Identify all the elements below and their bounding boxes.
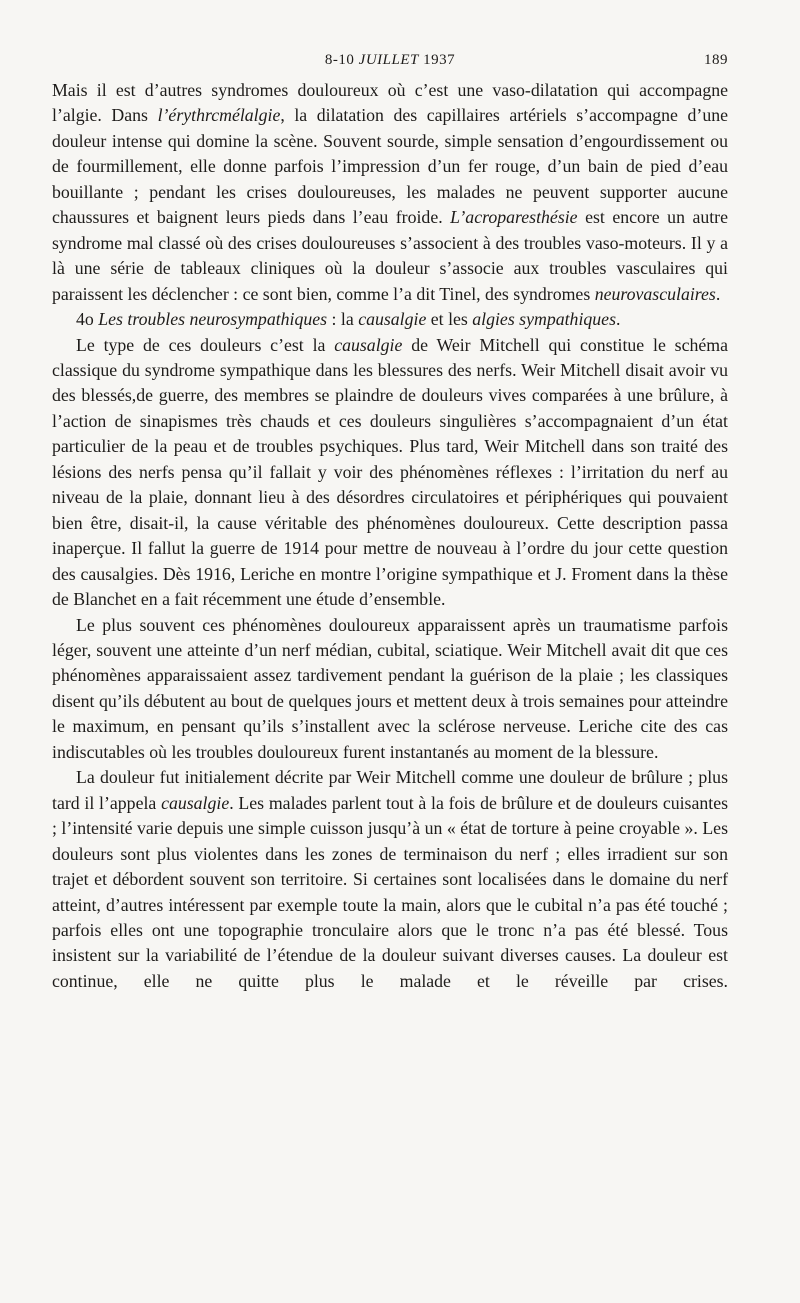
header-date: 8-10 JUILLET 1937 xyxy=(324,52,456,68)
paragraph-4: Le plus souvent ces phénomènes douloureux apparaissent après un traumatisme parfois léger, souvent une atteinte d’un nerf médian, cubital, sciatique. Weir Mitchell avait dit que ces phénomènes apparaissaient assez tardivement pendant la guérison de la plaie ; les classiques disent qu’ils débutent au bout de quelques jours et mettent deux à trois semaines pour atteindre le maximum, en pensant qu’ils s’installent avec la sclérose nerveuse. Leriche cite des cas indiscutables où les troubles douloureux furent instantanés au moment de la blessure. xyxy=(52,614,728,762)
page xyxy=(52,52,728,994)
section-heading-4: 4o Les troubles neurosympathiques : la causalgie et les algies sympathiques. xyxy=(76,309,621,330)
header-month: JUILLET xyxy=(358,52,419,68)
paragraph-3: Le type de ces douleurs c’est la causalgie de Weir Mitchell qui constitue le schéma classique du syndrome sympathique dans les blessures des nerfs. Weir Mitchell disait avoir vu des blessés,de guerre, des membres se plaindre de douleurs vives comparées à une brûlure, à l’action de sinapismes très chauds et ces douleurs singulières s’accompagnaient d’un état particulier de la peau et de troubles psychiques. Plus tard, Weir Mitchell dans son traité des lésions des nerfs pensa qu’il fallait y voir des phénomènes réflexes : l’irritation du nerf au niveau de la plaie, donnant lieu à des désordres circulatoires et périphériques qui pouvaient bien être, disait-il, la cause véritable des phénomènes douloureux. Cette description passa inaperçue. Il fallut la guerre de 1914 pour mettre de nouveau à l’ordre du jour cette question des causalgies. Dès 1916, Leriche en montre l’origine sympathique et J. Froment dans la thèse de Blanchet en a fait récemment une étude d’ensemble. xyxy=(52,334,728,610)
page-number: 189 xyxy=(704,52,728,68)
paragraph-1: Mais il est d’autres syndromes douloureux où c’est une vaso-dilatation qui accompagne l’algie. Dans l’érythrcmélalgie, la dilatation des capillaires artériels s’accompagne d’une douleur intense qui domine la scène. Souvent sourde, simple sensation d’engourdissement ou de fourmillement, elle donne parfois l’impression d’un fer rouge, d’un bain de pied d’eau bouillante ; pendant les crises douloureuses, les malades ne peuvent supporter aucune chaussures et baignent leurs pieds dans l’eau froide. L’acroparesthésie est encore un autre syndrome mal classé où des crises douloureuses s’associent à des troubles vaso-moteurs. Il y a là une série de tableaux cliniques où la douleur s’associe aux troubles vasculaires qui paraissent les déclencher : ce sont bien, comme l’a dit Tinel, des syndromes neurovasculaires. xyxy=(52,80,728,304)
body-text xyxy=(52,78,728,994)
running-header xyxy=(52,52,728,78)
paragraph-5: La douleur fut initialement décrite par Weir Mitchell comme une douleur de brûlure ; plus tard il l’appela causalgie. Les malades parlent tout à la fois de brûlure et de douleurs cuisantes ; l’intensité varie depuis une simple cuisson jusqu’à un « état de torture à peine croyable ». Les douleurs sont plus violentes dans les zones de terminaison du nerf ; elles irradient sur son trajet et débordent souvent son territoire. Si certaines sont localisées dans le domaine du nerf atteint, d’autres intéressent par exemple toute la main, alors que le cubital n’a pas été touché ; parfois elles ont une topographie tronculaire alors que le tronc n’a pas été blessé. Tous insistent sur la variabilité de l’étendue de la douleur suivant diverses causes. La douleur est continue, elle ne quitte plus le malade et le réveille par crises. xyxy=(52,767,729,991)
